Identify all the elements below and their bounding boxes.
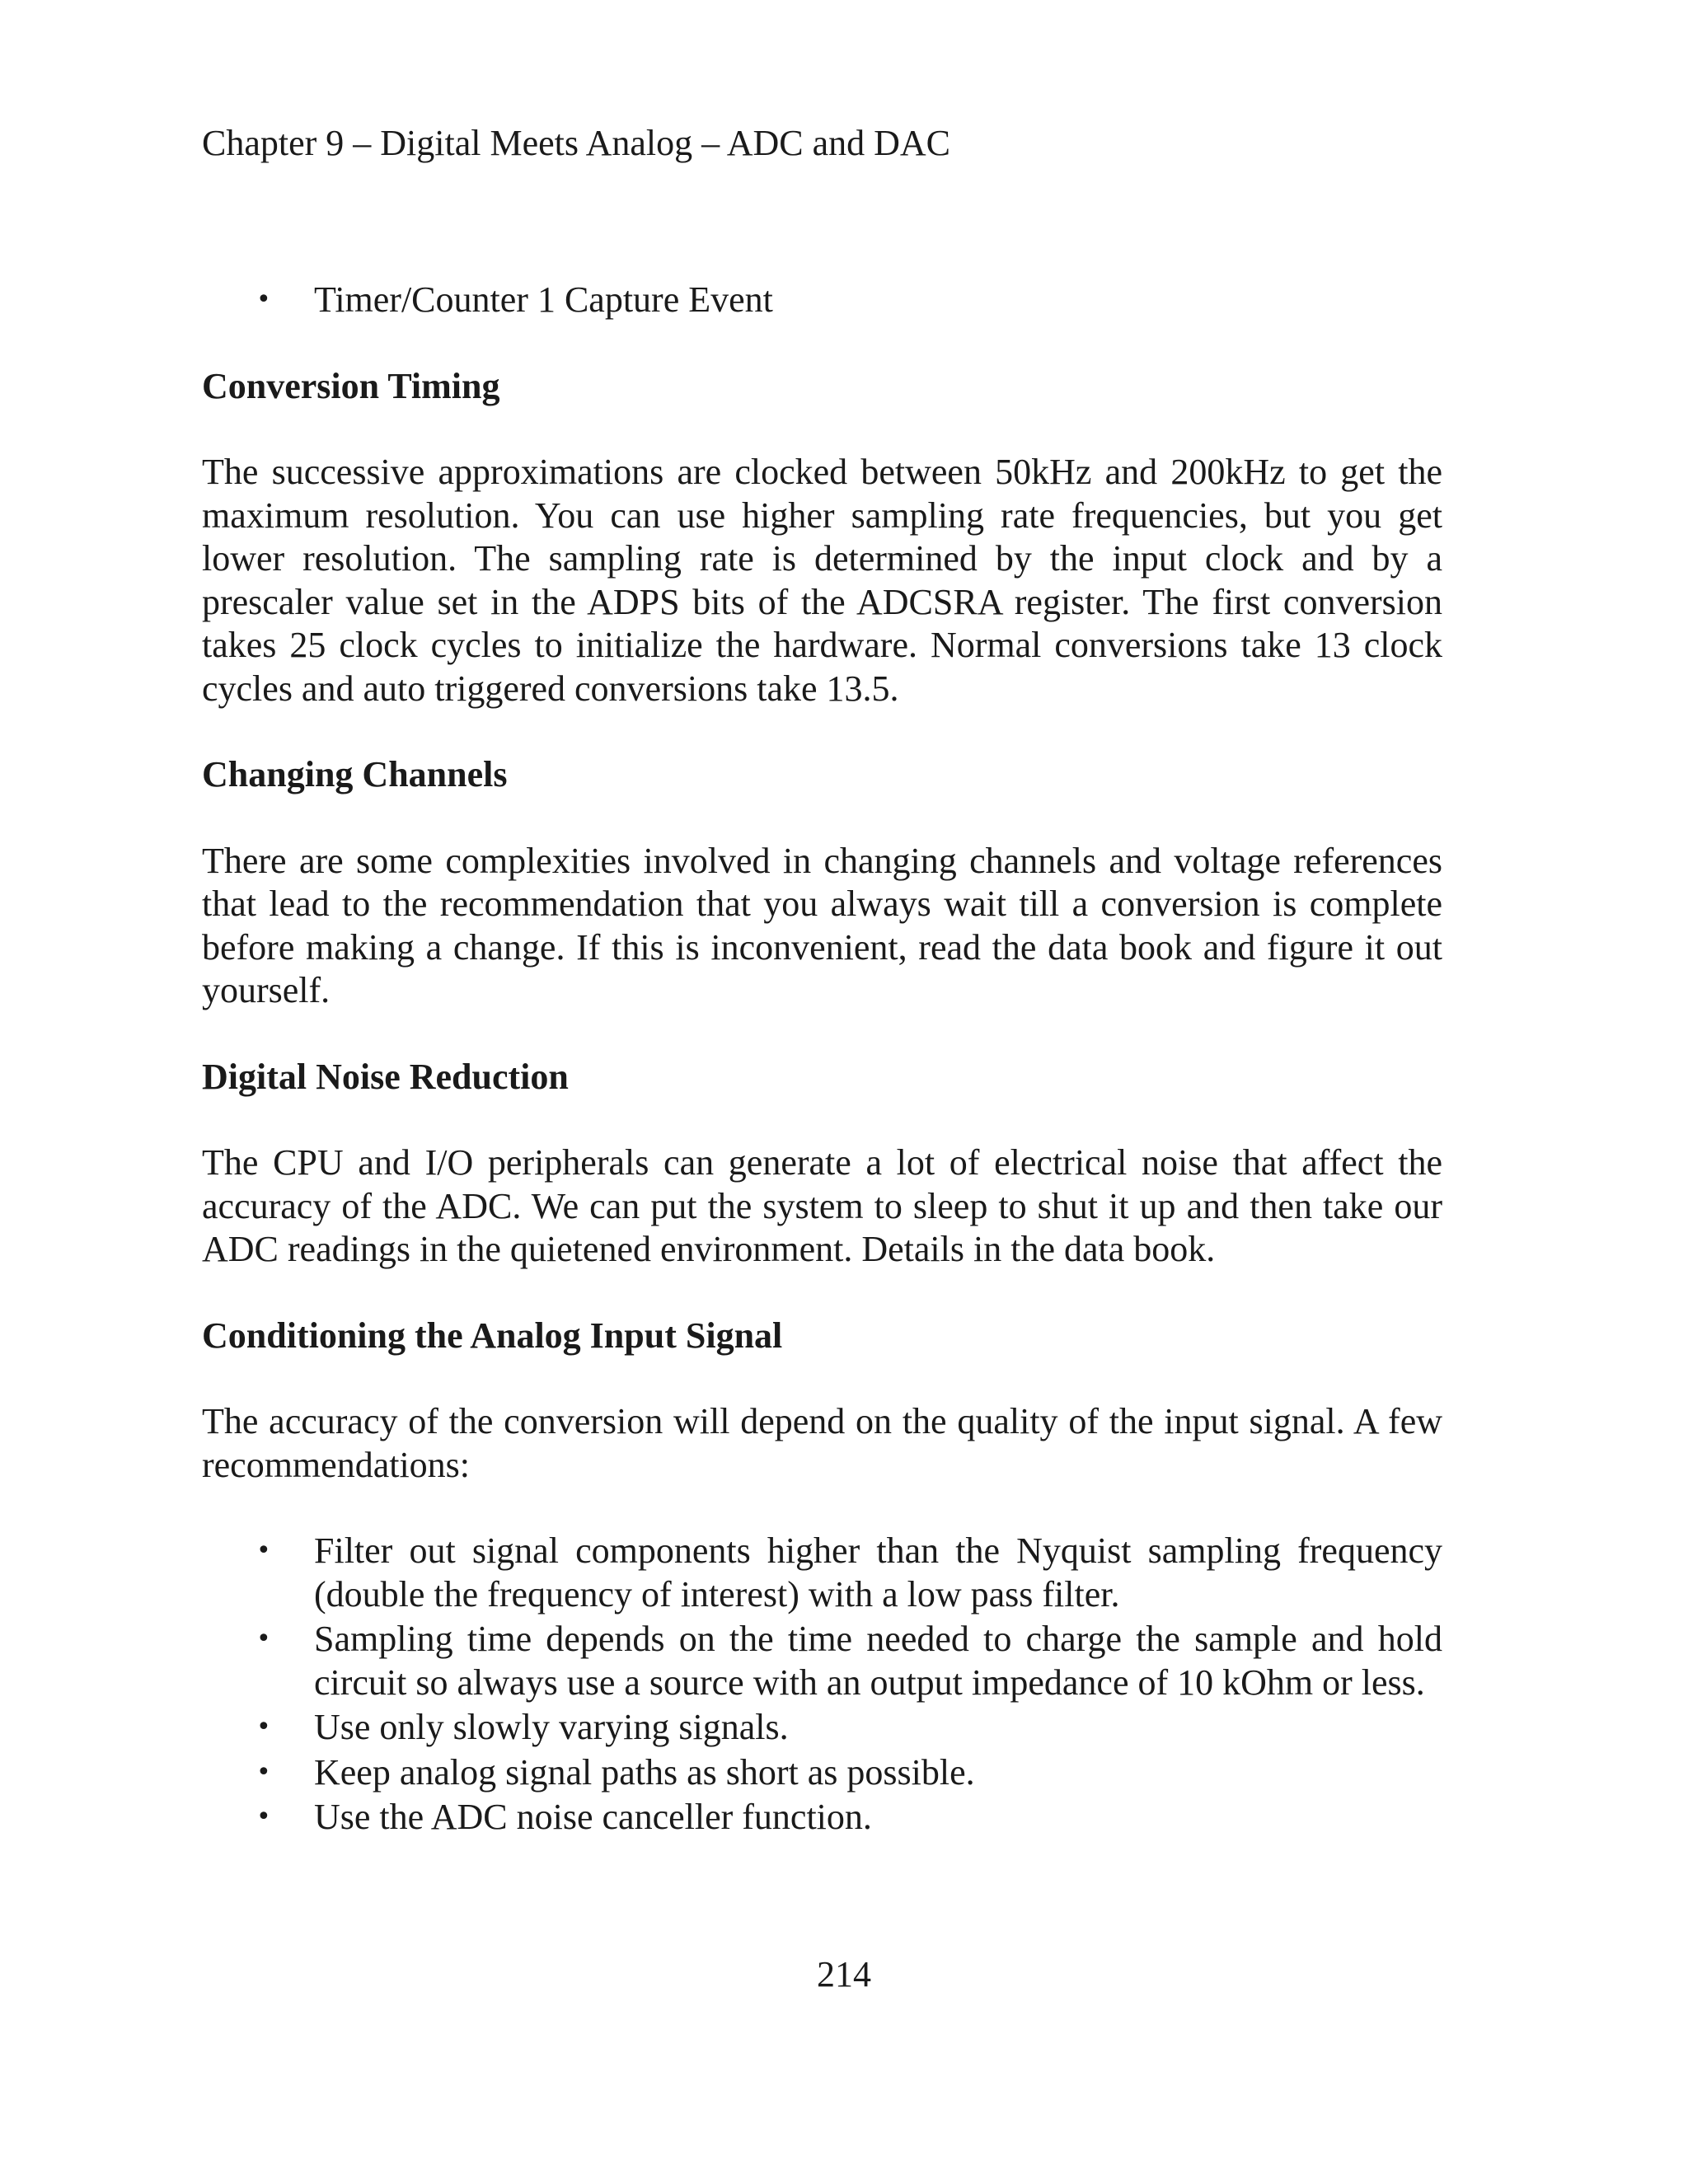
bullet-item [202,279,1442,322]
paragraph-conditioning-signal: The accuracy of the conversion will depend on the quality of the input signal. A few recommendations: [202,1401,1442,1485]
paragraph-changing-channels: There are some complexities involved in changing channels and voltage references that lead to the recommendation that you always wait till a conversion is complete before making a change. If this is inconvenient, read the data book and figure it out yourself. [202,840,1442,1010]
list-item-text: Filter out signal components higher than the Nyquist sampling frequency (double the frequency of interest) with a low pass filter. [314,1530,1442,1615]
list-item [202,1796,1442,1840]
bullet-icon: • [256,1713,271,1741]
list-item-text: Keep analog signal paths as short as possible. [314,1751,975,1793]
paragraph-conversion-timing: The successive approximations are clocked between 50kHz and 200kHz to get the maximum resolution. You can use higher sampling rate frequencies, but you get lower resolution. The sampling rate is determined by the input clock and by a prescaler value set in the ADPS bits of the ADCSRA register. The first conversion takes 25 clock cycles to initialize the hardware. Normal conversions take 13 clock cycles and auto triggered conversions take 13.5. [202,452,1442,709]
page-number: 214 [817,1954,871,1994]
list-item [202,1751,1442,1795]
bullet-text: Timer/Counter 1 Capture Event [314,279,773,320]
bullet-icon: • [256,1536,271,1565]
bullet-icon: • [256,1802,271,1831]
section-heading-digital-noise-reduction: Digital Noise Reduction [202,1056,569,1097]
list-item-text: Sampling time depends on the time needed to charge the sample and hold circuit so always use a source with an output impedance of 10 kOhm or less. [314,1619,1442,1703]
recommendations-list [202,1530,1442,1840]
list-item [202,1530,1442,1616]
top-bullet-list [202,279,1442,322]
list-item-text: Use the ADC noise canceller function. [314,1797,872,1837]
section-heading-conditioning-signal: Conditioning the Analog Input Signal [202,1315,783,1356]
section-heading-changing-channels: Changing Channels [202,754,508,794]
bullet-icon: • [256,1624,271,1653]
page-body [202,279,1442,1882]
paragraph-digital-noise-reduction: The CPU and I/O peripherals can generate a lot of electrical noise that affect the accuracy of the ADC. We can put the system to sleep to shut it up and then take our ADC readings in the quietened environment. Details in the data book. [202,1142,1442,1269]
list-item [202,1618,1442,1704]
bullet-icon: • [256,285,271,314]
list-item [202,1706,1442,1750]
bullet-icon: • [256,1757,271,1787]
list-item-text: Use only slowly varying signals. [314,1707,789,1747]
chapter-header: Chapter 9 – Digital Meets Analog – ADC and DAC [202,123,951,163]
section-heading-conversion-timing: Conversion Timing [202,365,500,406]
